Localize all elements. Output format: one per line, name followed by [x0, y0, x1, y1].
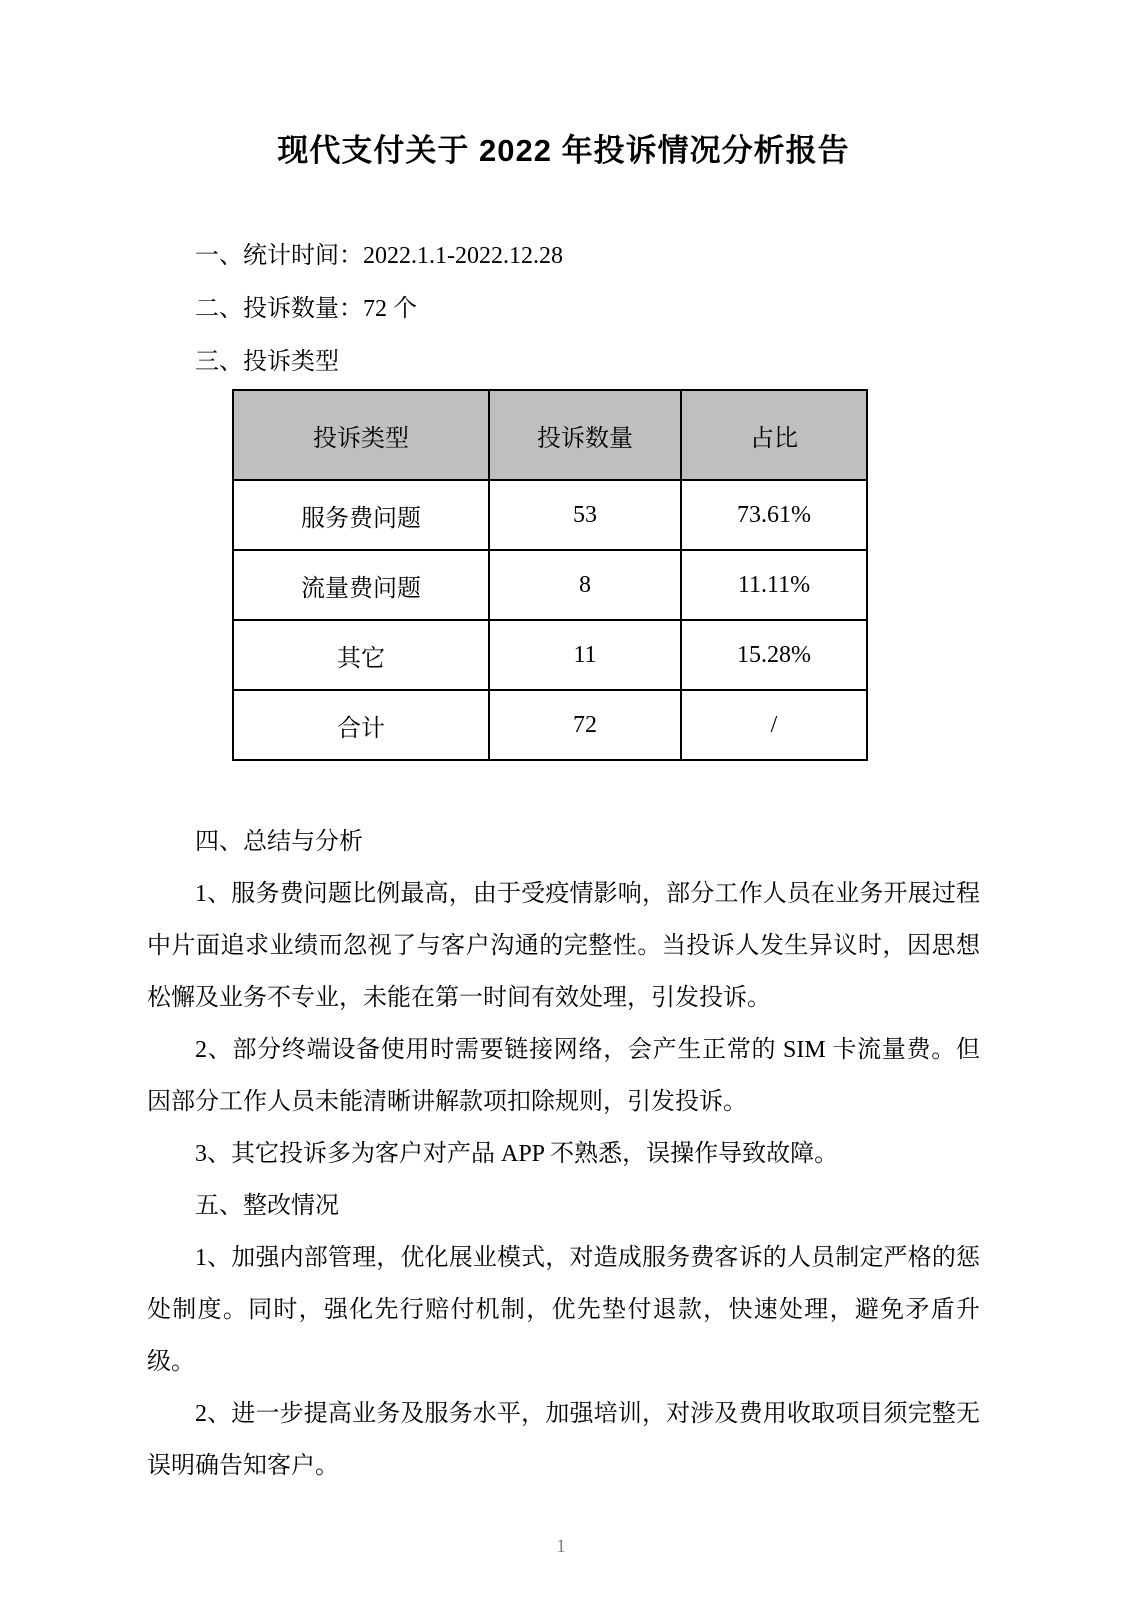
summary-paragraph-2: 2、部分终端设备使用时需要链接网络，会产生正常的 SIM 卡流量费。但因部分工作人员未能清晰讲解款项扣除规则，引发投诉。 [147, 1037, 980, 1115]
document-body [147, 816, 980, 1492]
table-row [233, 480, 867, 550]
table-cell: 其它 [233, 620, 489, 690]
table-cell: 合计 [233, 690, 489, 760]
table-cell: 72 [489, 690, 681, 760]
table-cell: / [681, 690, 867, 760]
table-row [233, 690, 867, 760]
table-cell: 15.28% [681, 620, 867, 690]
document-title: 现代支付关于 2022 年投诉情况分析报告 [277, 133, 850, 168]
summary-paragraph-3: 3、其它投诉多为客户对产品 APP 不熟悉，误操作导致故障。 [195, 1141, 839, 1167]
summary-paragraph-1: 1、服务费问题比例最高，由于受疫情影响，部分工作人员在业务开展过程中片面追求业绩而忽视了与客户沟通的完整性。当投诉人发生异议时，因思想松懈及业务不专业，未能在第一时间有效处理，引发投诉。 [147, 881, 980, 1011]
table-header-type: 投诉类型 [233, 390, 489, 480]
page-number: 1 [556, 1536, 566, 1557]
complaint-type-table [232, 389, 868, 761]
section-heading-summary: 四、总结与分析 [195, 829, 363, 855]
table-cell: 11.11% [681, 550, 867, 620]
table-cell: 53 [489, 480, 681, 550]
table-cell: 服务费问题 [233, 480, 489, 550]
table-cell: 8 [489, 550, 681, 620]
table-row [233, 550, 867, 620]
table-cell: 73.61% [681, 480, 867, 550]
complaint-type-item: 三、投诉类型 [195, 349, 339, 375]
section-heading-rectification: 五、整改情况 [195, 1193, 339, 1219]
table-header-ratio: 占比 [681, 390, 867, 480]
stat-time-item: 一、统计时间：2022.1.1-2022.12.28 [195, 243, 563, 269]
rectification-paragraph-1: 1、加强内部管理，优化展业模式，对造成服务费客诉的人员制定严格的惩处制度。同时，强化先行赔付机制，优先垫付退款，快速处理，避免矛盾升级。 [147, 1245, 980, 1375]
table-row [233, 620, 867, 690]
complaint-count-item: 二、投诉数量：72 个 [195, 296, 417, 322]
table-header-row [233, 390, 867, 480]
table-header-count: 投诉数量 [489, 390, 681, 480]
intro-items [147, 230, 980, 389]
table-cell: 流量费问题 [233, 550, 489, 620]
table-cell: 11 [489, 620, 681, 690]
rectification-paragraph-2: 2、进一步提高业务及服务水平，加强培训，对涉及费用收取项目须完整无误明确告知客户。 [147, 1401, 980, 1479]
